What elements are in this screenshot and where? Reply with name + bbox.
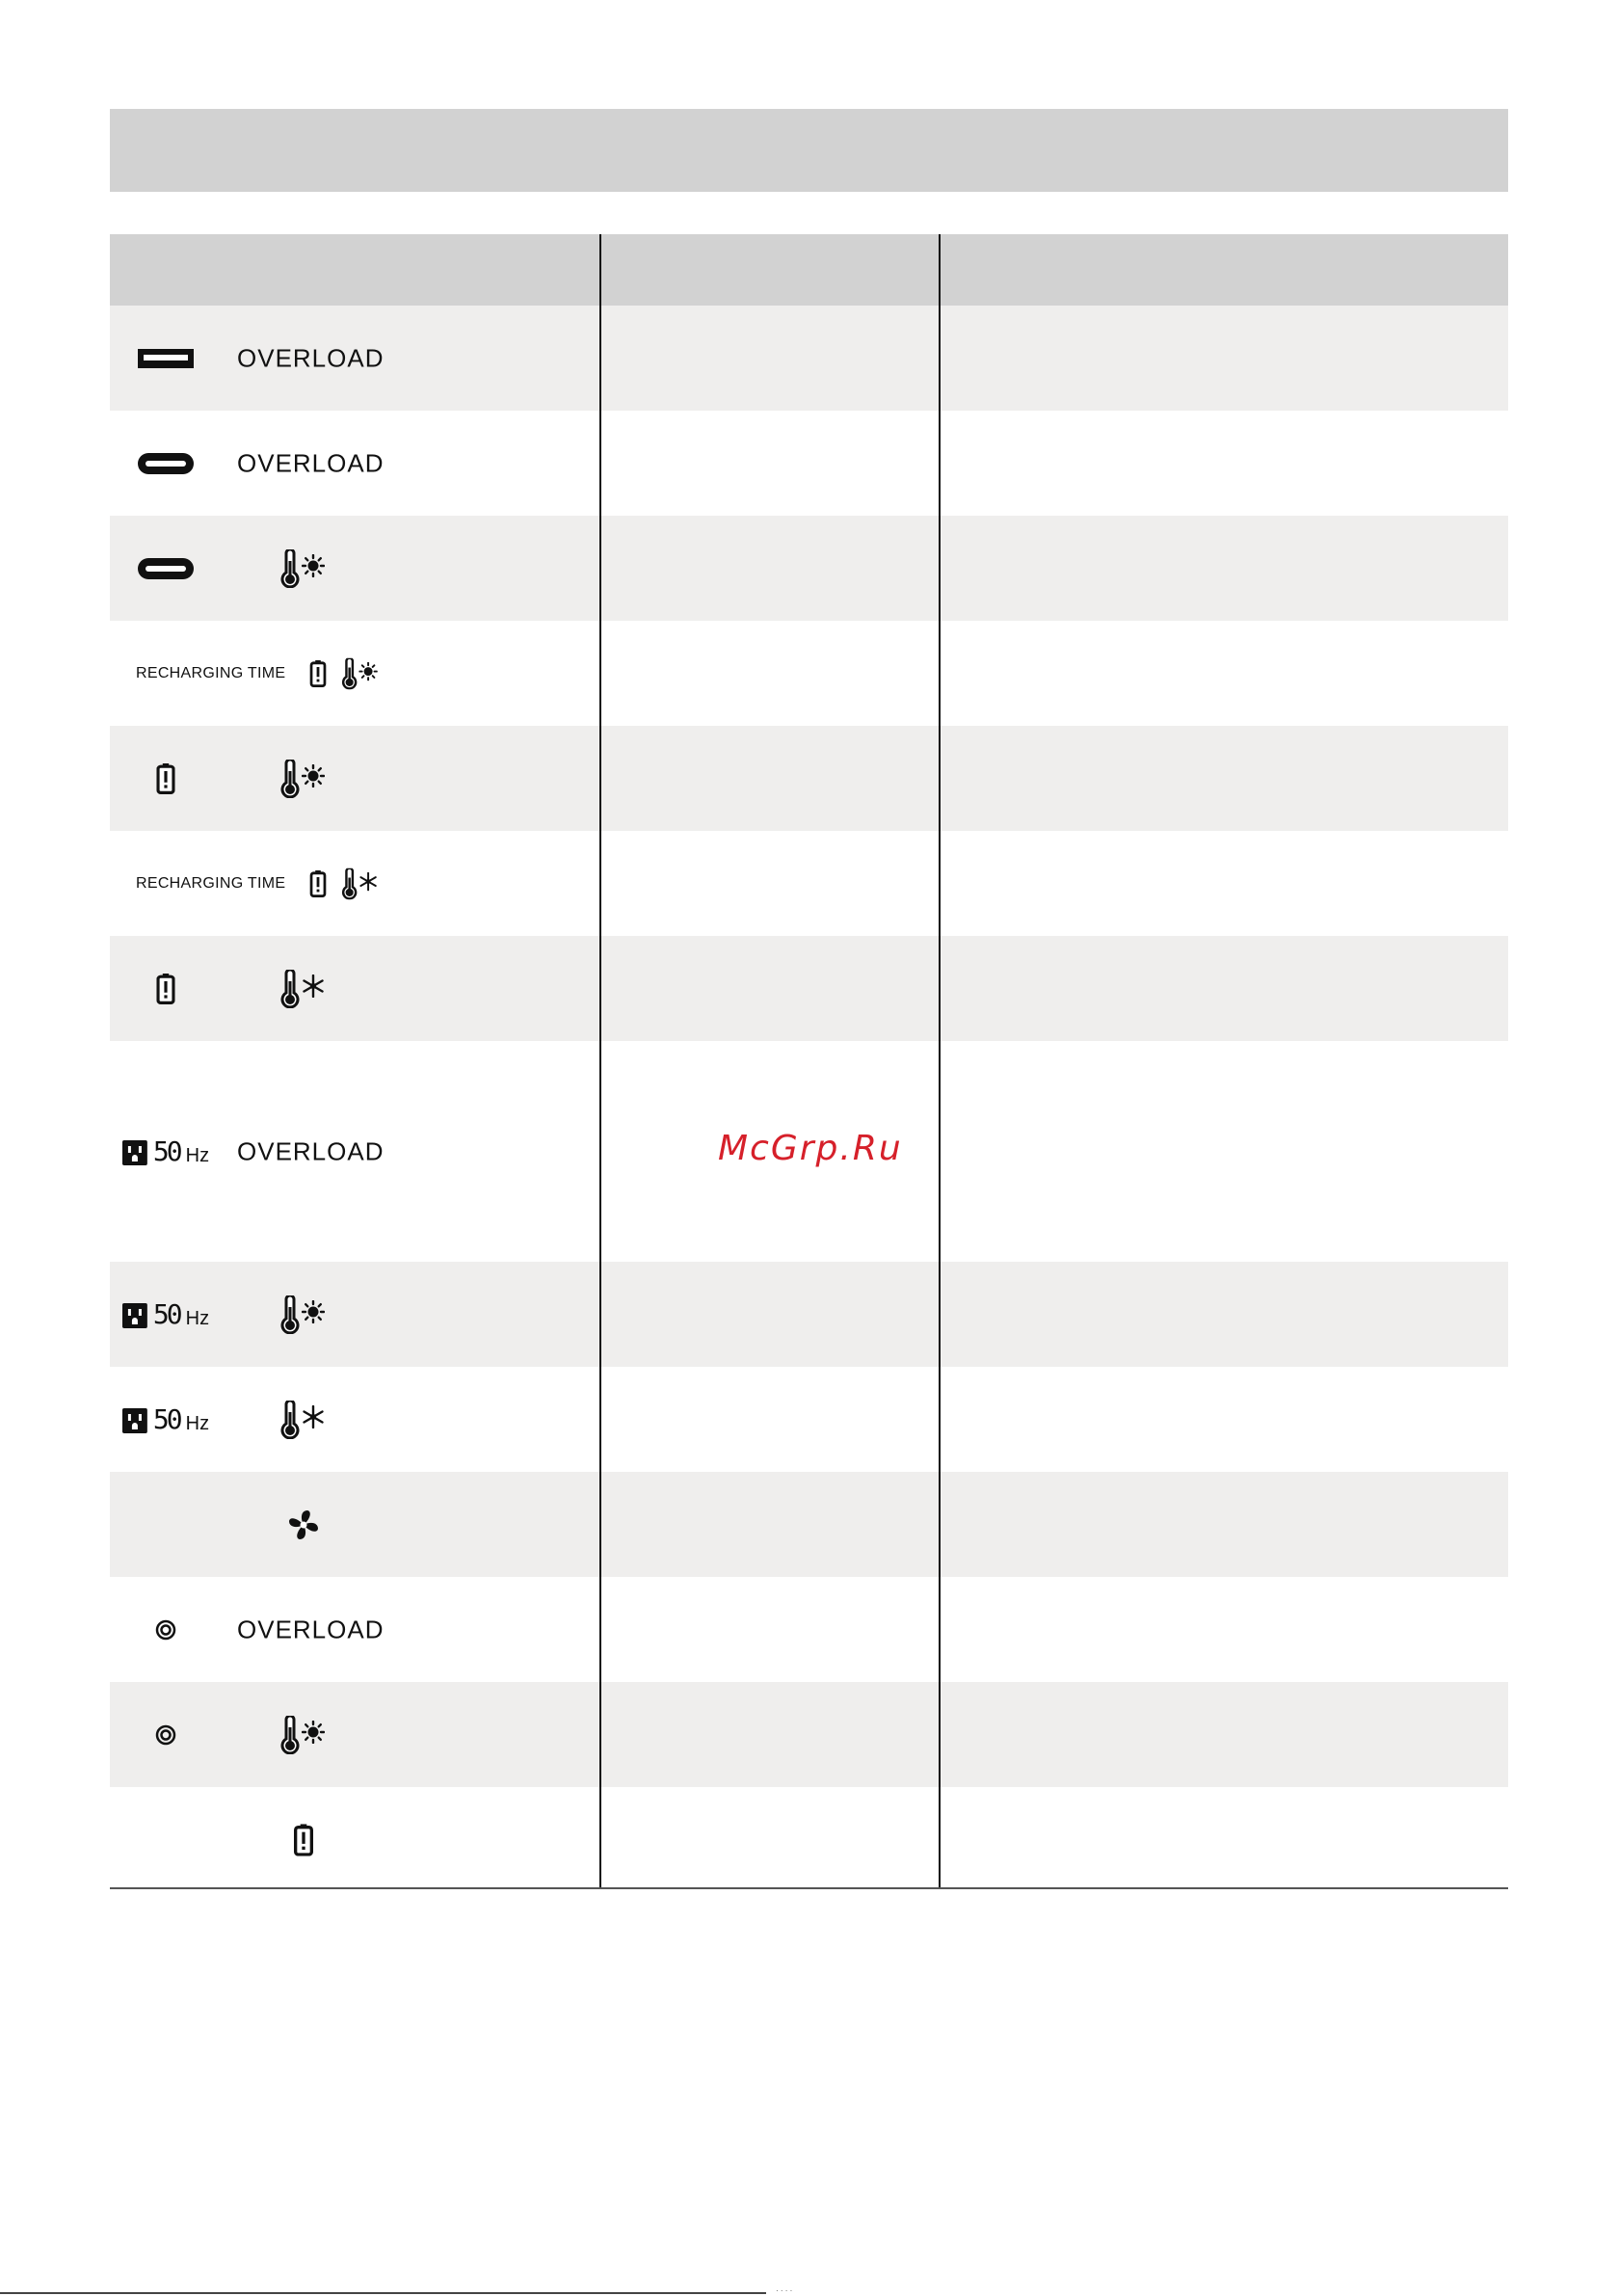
table-row [110,936,1508,1041]
recharging-time-label: RECHARGING TIME [136,874,286,892]
thermometer-cold-icon [280,969,327,1009]
ac-outlet-icon [122,1408,147,1433]
table-row [110,621,1508,726]
ac-outlet-icon [122,1140,147,1165]
indicator-cell [110,1577,599,1682]
indicator-cell [110,831,599,936]
thermometer-hot-icon [341,657,380,690]
ac-frequency-indicator [122,1402,210,1435]
overload-label: OVERLOAD [237,1136,385,1165]
thermometer-hot-icon [280,759,327,799]
dc-port-icon [155,1724,176,1746]
table-row [110,831,1508,936]
fan-icon [286,1508,321,1542]
table-row [110,1577,1508,1682]
overload-label: OVERLOAD [237,448,385,477]
indicator-cell [110,411,599,516]
frequency-unit: Hz [185,1412,210,1434]
battery-warning-icon [156,974,175,1004]
table-row [110,411,1508,516]
overload-label: OVERLOAD [237,1615,385,1643]
table-row [110,306,1508,411]
recharging-time-label: RECHARGING TIME [136,664,286,681]
indicator-cell [110,1262,599,1367]
section-title-bar [110,109,1508,192]
indicator-cell [110,936,599,1041]
battery-warning-icon [294,1824,313,1856]
usb-a-icon [138,349,194,368]
table-row [110,1367,1508,1472]
table-row [110,516,1508,621]
indicator-cell [110,1041,599,1262]
watermark: McGrp.Ru [718,1129,903,1168]
indicator-cell [110,306,599,411]
battery-warning-icon [156,763,175,794]
indicator-cell [110,726,599,831]
frequency-value: 50 [152,1135,180,1167]
dc-port-icon [155,1619,176,1641]
table-row [110,1787,1508,1892]
indicator-cell [110,1787,599,1892]
table-header-row [110,234,1508,306]
frequency-value: 50 [152,1297,180,1330]
table-bottom-rule [110,1887,1508,1889]
indicator-cell [110,1367,599,1472]
indicator-cell [110,516,599,621]
ac-outlet-icon [122,1303,147,1328]
overload-label: OVERLOAD [237,343,385,372]
battery-warning-icon [310,660,327,687]
status-indicator-table [110,234,1508,1892]
thermometer-cold-icon [280,1400,327,1440]
ac-frequency-indicator [122,1297,210,1330]
indicator-cell [110,621,599,726]
indicator-cell [110,1472,599,1577]
footer-text: · · · · [776,2286,793,2295]
table-row [110,726,1508,831]
thermometer-hot-icon [280,1715,327,1755]
indicator-cell [110,1682,599,1787]
table-row [110,1472,1508,1577]
frequency-unit: Hz [185,1144,210,1166]
thermometer-hot-icon [280,1295,327,1335]
footer-rule [0,2292,766,2294]
thermometer-cold-icon [341,868,380,900]
table-row [110,1262,1508,1367]
thermometer-hot-icon [280,548,327,589]
frequency-value: 50 [152,1402,180,1435]
column-divider [939,234,941,1889]
table-row [110,1682,1508,1787]
ac-frequency-indicator [122,1135,210,1167]
frequency-unit: Hz [185,1307,210,1329]
column-divider [599,234,601,1889]
usb-c-icon [138,453,194,474]
usb-c-icon [138,558,194,579]
battery-warning-icon [310,870,327,897]
